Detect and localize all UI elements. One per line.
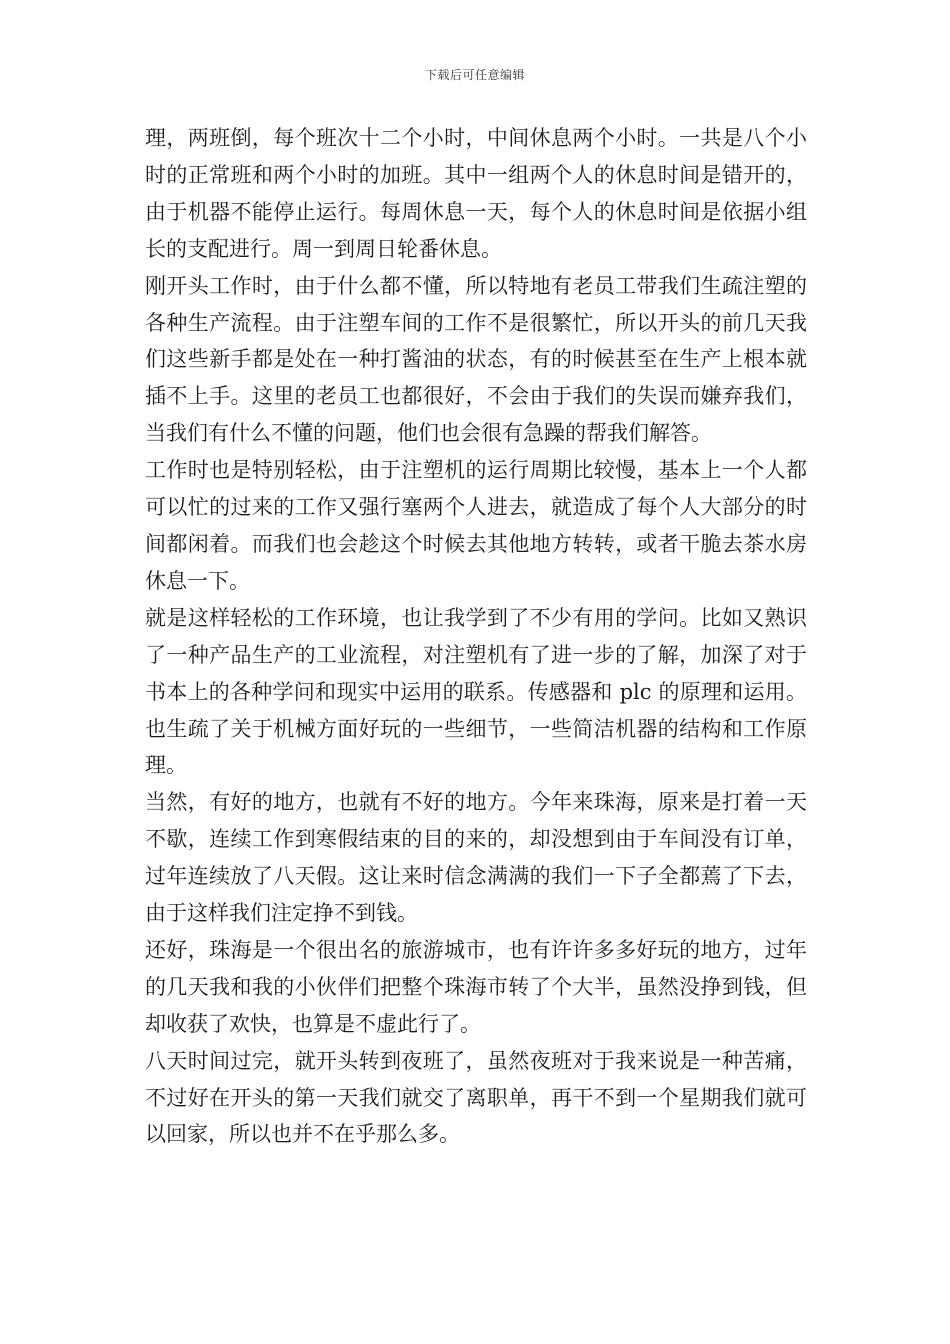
paragraph-7: 八天时间过完，就开头转到夜班了，虽然夜班对于我来说是一种苦痛，不过好在开头的第一天我们就交了离职单，再干不到一个星期我们就可以回家，所以也并不在乎那么多。	[145, 1048, 807, 1147]
paragraph-3: 工作时也是特别轻松，由于注塑机的运行周期比较慢，基本上一个人都可以忙的过来的工作又强行塞两个人进去，就造成了每个人大部分的时间都闲着。而我们也会趁这个时候去其他地方转转，或者干脆去茶水房休息一下。	[145, 458, 807, 593]
page-header-note: 下载后可任意编辑	[424, 68, 525, 82]
paragraph-4: 就是这样轻松的工作环境，也让我学到了不少有用的学问。比如又熟识了一种产品生产的工业流程，对注塑机有了进一步的了解，加深了对于书本上的各种学问和现实中运用的联系。传感器和 plc 的原理和运用。也生疏了关于机械方面好玩的一些细节，一些简洁机器的结构和工作原理。	[145, 605, 807, 778]
paragraph-5: 当然，有好的地方，也就有不好的地方。今年来珠海，原来是打着一天不歇，连续工作到寒假结束的目的来的，却没想到由于车间没有订单，过年连续放了八天假。这让来时信念满满的我们一下子全都蔫了下去，由于这样我们注定挣不到钱。	[145, 790, 807, 926]
paragraph-2: 刚开头工作时，由于什么都不懂，所以特地有老员工带我们生疏注塑的各种生产流程。由于注塑车间的工作不是很繁忙，所以开头的前几天我们这些新手都是处在一种打酱油的状态，有的时候甚至在生产上根本就插不上手。这里的老员工也都很好，不会由于我们的失误而嫌弃我们，当我们有什么不懂的问题，他们也会很有急躁的帮我们解答。	[145, 273, 807, 446]
paragraph-1: 理，两班倒，每个班次十二个小时，中间休息两个小时。一共是八个小时的正常班和两个小时的加班。其中一组两个人的休息时间是错开的，由于机器不能停止运行。每周休息一天，每个人的休息时间是依据小组长的支配进行。周一到周日轮番休息。	[145, 126, 807, 261]
document-body	[145, 120, 807, 1153]
paragraph-6: 还好，珠海是一个很出名的旅游城市，也有许许多多好玩的地方，过年的几天我和我的小伙伴们把整个珠海市转了个大半，虽然没挣到钱，但却收获了欢快，也算是不虚此行了。	[145, 937, 807, 1036]
